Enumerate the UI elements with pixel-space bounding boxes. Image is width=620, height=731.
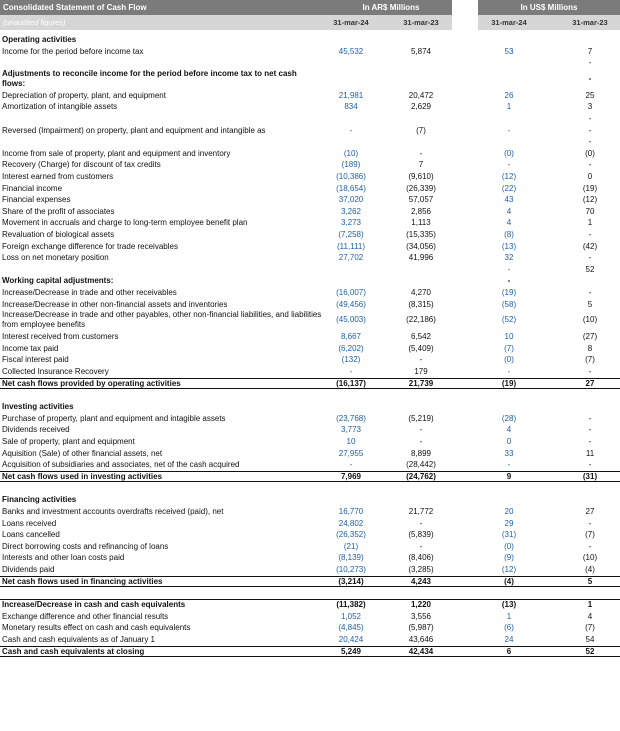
table-row (0, 529, 620, 541)
table-row (0, 622, 620, 634)
cell-usd-2023: - (588, 58, 592, 68)
cell-ars-2024: 45,532 (338, 46, 364, 56)
cell-usd-2023: - (588, 367, 592, 376)
row-label: Share of the profit of associates (2, 206, 115, 216)
cell-usd-2023: 8 (587, 343, 593, 353)
cell-ars-2024: (132) (341, 355, 361, 365)
cell-ars-2024: 21,981 (338, 90, 364, 100)
cell-usd-2023: - (588, 518, 592, 528)
cell-ars-2024: (18,654) (336, 183, 366, 193)
table-row (0, 148, 620, 160)
cell-usd-2024: (9) (504, 553, 514, 563)
cell-ars-2024: - (349, 367, 353, 376)
cell-ars-2024: 27,702 (338, 253, 364, 263)
row-label: Dividends received (2, 425, 70, 435)
table-row (0, 541, 620, 553)
cell-usd-2024: 43 (504, 195, 514, 205)
cell-usd-2023: - (588, 253, 592, 263)
cell-usd-2024: (6) (504, 623, 514, 633)
cell-usd-2023: 0 (587, 172, 593, 181)
cell-ars-2024: 37,020 (338, 195, 364, 205)
row-label: Interests and other loan costs paid (2, 553, 125, 563)
cell-usd-2024: (0) (504, 541, 514, 551)
cell-usd-2023: (19) (582, 183, 598, 193)
cell-ars-2024: (10,386) (336, 172, 366, 181)
row-label: Direct borrowing costs and refinancing of loans (2, 541, 169, 551)
cell-usd-2024: (0) (504, 355, 514, 365)
cell-ars-2023: 57,057 (408, 195, 434, 205)
table-row (0, 136, 620, 148)
cell-ars-2023: - (419, 355, 423, 365)
cell-ars-2023: 4,270 (410, 288, 432, 297)
cell-ars-2023: 1,220 (410, 600, 432, 610)
cell-ars-2024: - (349, 125, 353, 135)
row-label: Sale of property, plant and equipment (2, 437, 135, 446)
cell-usd-2024: (31) (501, 530, 517, 540)
cell-usd-2024: (52) (501, 315, 517, 325)
table-row (0, 436, 620, 448)
table-row (0, 275, 620, 287)
cell-ars-2024: (10,273) (336, 565, 366, 574)
cell-ars-2024: - (349, 460, 353, 470)
cell-ars-2024: (3,214) (338, 576, 364, 586)
table-row (0, 287, 620, 299)
row-label: Recovery (Charge) for discount of tax credits (2, 160, 161, 170)
col-header-usd-2023: 31-mar-23 (572, 18, 608, 27)
table-row (0, 424, 620, 436)
table-row (0, 506, 620, 518)
cell-ars-2023: 1,113 (411, 218, 431, 228)
cell-usd-2024: 26 (504, 90, 514, 100)
cell-usd-2024: (0) (504, 148, 514, 158)
cell-usd-2024: 1 (506, 102, 512, 112)
cell-ars-2024: (21) (343, 541, 359, 551)
cell-ars-2023: 6,542 (410, 332, 432, 342)
table-row (0, 354, 620, 366)
cell-ars-2024: (45,003) (336, 315, 366, 325)
cell-usd-2023: 5 (587, 299, 593, 309)
cell-ars-2023: 8,899 (410, 448, 432, 458)
cell-ars-2023: 179 (414, 367, 428, 376)
row-label: Increase/Decrease in other non-financial assets and inventories (2, 299, 228, 309)
cell-ars-2024: (16,007) (336, 288, 366, 297)
table-header-top (0, 0, 620, 15)
row-label: Adjustments to reconcile income for the period before income tax to net cash flows: (2, 68, 297, 88)
cell-usd-2023: (42) (582, 241, 598, 251)
row-label: Loans cancelled (2, 530, 60, 540)
table-row (0, 229, 620, 241)
cell-usd-2023: (4) (585, 565, 595, 574)
cell-usd-2024: - (507, 125, 511, 135)
statement-subtitle: (unaudited figures) (3, 18, 66, 27)
table-row (0, 206, 620, 218)
cell-ars-2024: 20,424 (338, 635, 364, 644)
cell-usd-2023: (7) (585, 355, 595, 365)
cell-ars-2023: (5,409) (408, 343, 434, 353)
cell-ars-2024: 1,052 (340, 611, 362, 621)
cell-ars-2023: (5,987) (408, 623, 434, 633)
table-row (0, 587, 620, 599)
cell-ars-2023: 21,772 (408, 507, 434, 516)
cell-usd-2024: (12) (501, 565, 517, 574)
cell-ars-2024: (16,137) (336, 378, 366, 388)
cell-ars-2023: (5,839) (408, 530, 434, 540)
table-row (0, 217, 620, 229)
statement-title: Consolidated Statement of Cash Flow (3, 3, 147, 12)
cell-usd-2023: - (588, 413, 592, 423)
table-row (0, 448, 620, 460)
cell-usd-2023: 52 (585, 646, 595, 656)
cell-usd-2024: (19) (501, 378, 517, 388)
cell-ars-2023: 41,996 (408, 253, 434, 263)
row-label: Fiscal interest paid (2, 355, 69, 365)
cell-usd-2024: (28) (501, 413, 517, 423)
cell-usd-2023: (31) (582, 471, 598, 481)
cell-ars-2024: (189) (341, 160, 361, 170)
cell-usd-2023: 25 (585, 90, 595, 100)
cell-ars-2023: (22,186) (406, 315, 436, 325)
cell-usd-2024: 32 (504, 253, 514, 263)
row-label: Net cash flows used in financing activities (2, 576, 163, 586)
table-row (0, 634, 620, 646)
cell-ars-2023: (9,610) (408, 172, 434, 181)
table-row (0, 459, 620, 471)
cell-usd-2024: (58) (501, 299, 517, 309)
table-row (0, 57, 620, 69)
cell-usd-2023: (7) (585, 623, 595, 633)
row-label: Income tax paid (2, 343, 59, 353)
table-row (0, 113, 620, 125)
row-label: Investing activities (2, 402, 74, 412)
cell-usd-2023: - (588, 460, 592, 470)
header-band-left-2 (0, 15, 452, 30)
cell-usd-2023: 4 (587, 611, 593, 621)
cell-ars-2023: 2,629 (410, 102, 432, 112)
row-label: Income from sale of property, plant and equipment and inventory (2, 148, 231, 158)
row-label: Banks and investment accounts overdrafts received (paid), net (2, 507, 224, 516)
cell-usd-2023: (27) (582, 332, 598, 342)
cell-usd-2024: - (507, 367, 511, 376)
cell-usd-2024: 29 (504, 518, 514, 528)
cell-ars-2023: 43,646 (408, 635, 434, 644)
cell-usd-2023: - (588, 160, 592, 170)
cell-usd-2023: - (588, 114, 592, 123)
cell-ars-2024: (49,456) (336, 299, 366, 309)
cell-usd-2024: (22) (501, 183, 517, 193)
cell-ars-2023: (15,335) (406, 230, 436, 239)
table-row (0, 389, 620, 401)
table-row (0, 34, 620, 46)
table-row (0, 611, 620, 623)
cell-ars-2024: 3,773 (340, 425, 362, 435)
row-label: Financing activities (2, 495, 77, 505)
row-label: Revaluation of biological assets (2, 230, 115, 239)
cell-ars-2023: (3,285) (408, 565, 434, 574)
table-row (0, 343, 620, 355)
cell-ars-2024: (23,768) (336, 413, 366, 423)
table-row (0, 576, 620, 588)
ars-unit-label: In AR$ Millions (362, 3, 420, 12)
cell-usd-2024: - (507, 460, 511, 470)
table-row (0, 564, 620, 576)
cell-usd-2023: - (588, 425, 592, 435)
usd-unit-label: In US$ Millions (520, 3, 578, 12)
cell-ars-2023: - (419, 541, 423, 551)
col-header-ars-2024: 31-mar-24 (333, 18, 369, 27)
table-row (0, 46, 620, 58)
table-row (0, 90, 620, 102)
cell-ars-2024: 16,770 (338, 507, 364, 516)
row-label: Amortization of intangible assets (2, 102, 118, 112)
cell-usd-2024: 6 (506, 646, 512, 656)
table-row (0, 171, 620, 183)
cell-usd-2024: 4 (506, 425, 512, 435)
cell-usd-2024: (13) (501, 600, 517, 610)
table-row (0, 366, 620, 378)
cell-usd-2024: 0 (506, 437, 512, 446)
cell-usd-2024: 10 (504, 332, 514, 342)
row-label: Exchange difference and other financial results (2, 611, 169, 621)
cell-usd-2024: (4) (504, 576, 514, 586)
cell-ars-2024: (26,352) (336, 530, 366, 540)
table-row (0, 252, 620, 264)
row-label: Foreign exchange difference for trade receivables (2, 241, 178, 251)
cell-ars-2023: (8,315) (408, 299, 434, 309)
cell-ars-2024: (6,202) (338, 343, 364, 353)
row-label: Cash and cash equivalents at closing (2, 646, 145, 656)
cell-ars-2023: (26,339) (406, 183, 436, 193)
row-label: Net cash flows provided by operating activities (2, 378, 181, 388)
row-label: Interest received from customers (2, 332, 119, 342)
cell-usd-2023: (10) (582, 315, 598, 325)
cell-usd-2023: - (588, 125, 592, 135)
cell-usd-2023: (7) (585, 530, 595, 540)
cell-usd-2023: 11 (585, 448, 595, 458)
cell-ars-2023: 2,856 (410, 206, 432, 216)
table-row (0, 159, 620, 171)
table-row (0, 378, 620, 390)
table-row (0, 264, 620, 276)
table-row (0, 194, 620, 206)
table-row (0, 331, 620, 343)
cell-usd-2024: (7) (504, 343, 514, 353)
cell-ars-2024: 8,667 (340, 332, 362, 342)
cell-ars-2024: 3,262 (340, 206, 362, 216)
row-label: Financial expenses (2, 195, 71, 205)
table-row (0, 599, 620, 611)
table-row (0, 413, 620, 425)
table-row (0, 401, 620, 413)
table-row (0, 241, 620, 253)
cell-ars-2023: (7) (416, 125, 426, 135)
cell-usd-2024: - (507, 160, 511, 170)
cell-ars-2024: 834 (344, 102, 358, 112)
cell-usd-2023: 7 (587, 46, 593, 56)
cell-usd-2023: 52 (585, 264, 595, 274)
cell-ars-2023: (34,056) (406, 241, 436, 251)
cell-ars-2024: 24,802 (338, 518, 364, 528)
cell-ars-2023: 20,472 (408, 90, 434, 100)
cell-usd-2023: - (588, 230, 592, 239)
row-label: Reversed (Impairment) on property, plant and equipment and intangible as (2, 125, 266, 135)
cell-ars-2024: 7,969 (340, 471, 362, 481)
cell-ars-2024: (10) (343, 148, 359, 158)
row-label: Increase/Decrease in trade and other payables, other non-financial liabilities, and liabilities from employee benefits (2, 310, 322, 330)
cell-usd-2024: 9 (506, 471, 512, 481)
col-header-usd-2024: 31-mar-24 (491, 18, 527, 27)
cell-usd-2023: (12) (582, 195, 598, 205)
cell-ars-2024: (11,111) (336, 241, 365, 251)
table-row (0, 299, 620, 311)
cell-usd-2024: 53 (504, 46, 514, 56)
cell-ars-2023: 21,739 (408, 378, 434, 388)
cell-ars-2023: - (419, 425, 423, 435)
cell-ars-2023: - (419, 148, 423, 158)
row-label: Working capital adjustments: (2, 276, 114, 286)
cell-ars-2024: (8,139) (338, 553, 364, 563)
cell-usd-2024: 4 (506, 206, 512, 216)
cell-ars-2023: 5,874 (410, 46, 432, 56)
row-label: Cash and cash equivalents as of January 1 (2, 635, 155, 644)
cell-usd-2024: 20 (504, 507, 514, 516)
cell-ars-2023: (8,406) (408, 553, 434, 563)
cell-usd-2024: (13) (501, 241, 517, 251)
row-label: Financial income (2, 183, 63, 193)
cell-usd-2024: (8) (504, 230, 514, 239)
cell-ars-2024: 3,273 (340, 218, 362, 228)
cell-ars-2023: 4,243 (410, 576, 432, 586)
row-label: Acquisition of subsidiaries and associates, net of the cash acquired (2, 460, 240, 470)
cell-usd-2023: (0) (585, 148, 595, 158)
row-label: Aquisition (Sale) of other financial assets, net (2, 448, 163, 458)
row-label: Depreciation of property, plant, and equipment (2, 90, 166, 100)
table-row (0, 183, 620, 195)
cell-usd-2023: 1 (587, 218, 593, 228)
cell-ars-2023: (28,442) (406, 460, 436, 470)
cell-usd-2023: - (588, 541, 592, 551)
table-row (0, 69, 620, 90)
cell-usd-2024: 4 (506, 218, 512, 228)
row-label: Income for the period before income tax (2, 46, 144, 56)
row-label: Operating activities (2, 35, 77, 44)
cell-usd-2024: - (507, 264, 511, 274)
cell-usd-2023: - (588, 73, 592, 83)
cell-usd-2023: 27 (585, 378, 595, 388)
cell-usd-2024: (19) (501, 288, 517, 297)
table-row (0, 482, 620, 494)
row-label: Increase/Decrease in trade and other receivables (2, 288, 177, 297)
cell-ars-2023: (5,219) (408, 413, 434, 423)
row-label: Dividends paid (2, 565, 55, 574)
cell-usd-2023: (10) (582, 553, 598, 563)
row-label: Loans received (2, 518, 57, 528)
cell-usd-2023: 1 (587, 600, 593, 610)
table-header-columns (0, 15, 620, 30)
cell-ars-2024: 10 (346, 437, 356, 446)
cell-usd-2024: 33 (504, 448, 514, 458)
cell-ars-2023: - (419, 518, 423, 528)
cell-ars-2024: 5,249 (340, 646, 362, 656)
cell-usd-2023: 70 (585, 206, 595, 216)
col-header-ars-2023: 31-mar-23 (403, 18, 439, 27)
cell-ars-2024: 27,955 (338, 448, 364, 458)
row-label: Net cash flows used in investing activities (2, 471, 163, 481)
row-label: Collected Insurance Recovery (2, 367, 109, 376)
row-label: Movement in accruals and charge to long-term employee benefit plan (2, 218, 248, 228)
cell-ars-2024: (11,382) (336, 600, 366, 610)
cell-ars-2023: (24,762) (406, 471, 436, 481)
cell-ars-2023: 3,556 (410, 611, 432, 621)
cell-usd-2023: 54 (585, 635, 595, 644)
table-row (0, 518, 620, 530)
row-label: Purchase of property, plant and equipment and intagible assets (2, 413, 226, 423)
cell-usd-2023: - (588, 288, 592, 297)
cell-usd-2023: 27 (585, 507, 595, 516)
cell-usd-2024: - (507, 276, 511, 286)
cell-usd-2024: 1 (506, 611, 512, 621)
cell-ars-2023: 7 (418, 160, 424, 170)
cell-usd-2024: (12) (501, 172, 517, 181)
row-label: Loss on net monetary position (2, 253, 109, 263)
table-row (0, 494, 620, 506)
cell-usd-2024: 24 (504, 635, 514, 644)
cell-ars-2023: - (419, 437, 423, 446)
cell-usd-2023: - (588, 137, 592, 147)
cell-usd-2023: 3 (587, 102, 593, 112)
cell-usd-2023: - (588, 437, 592, 446)
cell-ars-2023: 42,434 (408, 646, 434, 656)
table-row (0, 552, 620, 564)
table-row (0, 310, 620, 331)
table-row (0, 471, 620, 483)
table-row (0, 101, 620, 113)
cell-usd-2023: 5 (587, 576, 593, 586)
row-label: Increase/Decrease in cash and cash equivalents (2, 600, 186, 610)
table-row (0, 125, 620, 137)
row-label: Monetary results effect on cash and cash equivalents (2, 623, 191, 633)
table-row (0, 646, 620, 658)
row-label: Interest earned from customers (2, 172, 114, 181)
cell-ars-2024: (4,845) (338, 623, 364, 633)
cell-ars-2024: (7,258) (338, 230, 364, 239)
